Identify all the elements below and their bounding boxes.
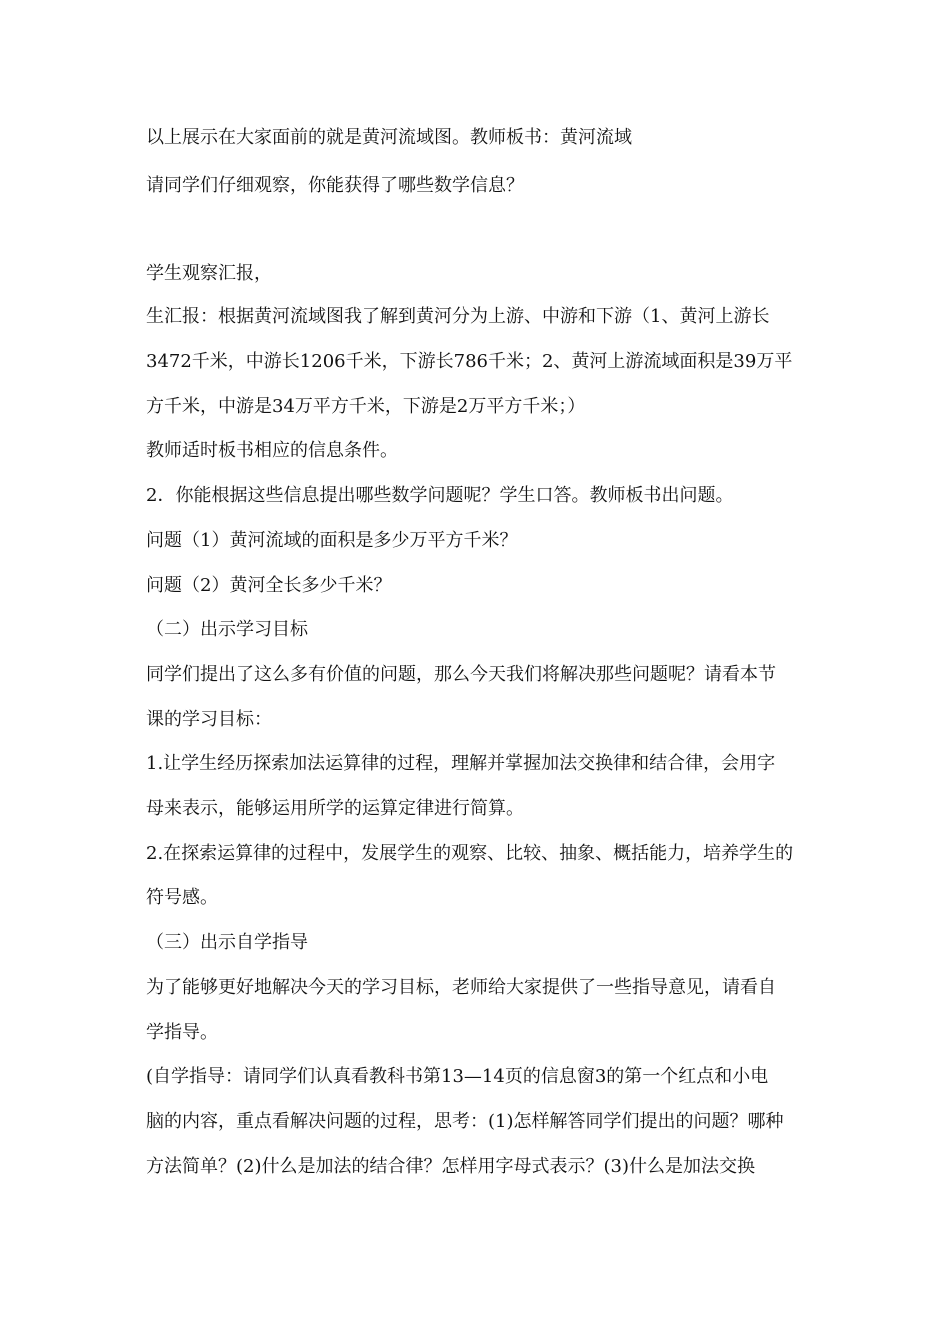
- section-heading: （三）出示自学指导: [146, 932, 308, 953]
- text-line: 2.在探索运算律的过程中，发展学生的观察、比较、抽象、概括能力，培养学生的: [146, 843, 794, 864]
- text-line: 为了能够更好地解决今天的学习目标，老师给大家提供了一些指导意见，请看自: [146, 977, 776, 998]
- text-line: 2．你能根据这些信息提出哪些数学问题呢？学生口答。教师板书出问题。: [146, 485, 734, 506]
- text-line: 母来表示，能够运用所学的运算定律进行简算。: [146, 798, 524, 819]
- text-line: 课的学习目标：: [146, 709, 272, 730]
- text-line: 请同学们仔细观察，你能获得了哪些数学信息？: [146, 175, 524, 196]
- text-line: 学指导。: [146, 1022, 218, 1043]
- text-line: 生汇报：根据黄河流域图我了解到黄河分为上游、中游和下游（1、黄河上游长: [146, 306, 770, 327]
- text-line: (自学指导：请同学们认真看教科书第13—14页的信息窗3的第一个红点和小电: [146, 1066, 769, 1087]
- text-line: 方法简单？(2)什么是加法的结合律？怎样用字母式表示？(3)什么是加法交换: [146, 1156, 755, 1177]
- text-line: 脑的内容，重点看解决问题的过程，思考：(1)怎样解答同学们提出的问题？哪种: [146, 1111, 784, 1132]
- text-line: 方千米，中游是34万平方千米，下游是2万平方千米；）: [146, 396, 586, 417]
- text-line: 教师适时板书相应的信息条件。: [146, 440, 398, 461]
- text-line: 同学们提出了这么多有价值的问题，那么今天我们将解决那些问题呢？请看本节: [146, 664, 776, 685]
- text-line: 1.让学生经历探索加法运算律的过程，理解并掌握加法交换律和结合律，会用字: [146, 753, 776, 774]
- section-heading: （二）出示学习目标: [146, 619, 308, 640]
- text-line: 问题（1）黄河流域的面积是多少万平方千米？: [146, 530, 518, 551]
- text-line: 3472千米，中游长1206千米，下游长786千米；2、黄河上游流域面积是39万平: [146, 351, 793, 372]
- text-line: 符号感。: [146, 887, 218, 908]
- text-line: 问题（2）黄河全长多少千米？: [146, 575, 392, 596]
- text-line: 以上展示在大家面前的就是黄河流域图。教师板书：黄河流域: [146, 127, 632, 148]
- text-line: 学生观察汇报，: [146, 263, 272, 284]
